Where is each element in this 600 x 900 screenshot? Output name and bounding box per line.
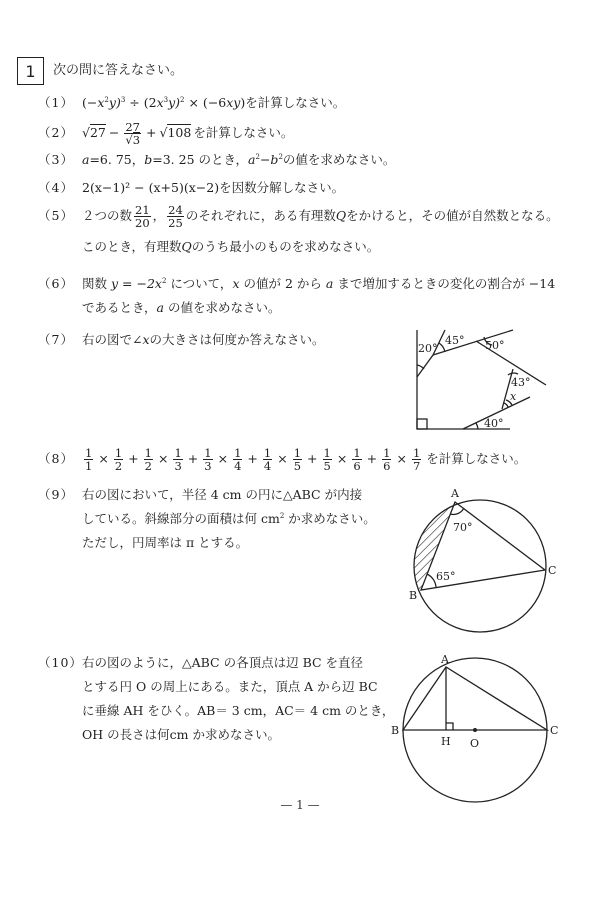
- operator: ×: [336, 451, 348, 467]
- fraction: [233, 447, 242, 472]
- angle-label: 45°: [445, 334, 465, 347]
- function: y = −2x: [111, 276, 162, 291]
- problem-text: このとき，有理数: [82, 239, 182, 254]
- problem-text: まで増加するときの変化の割合が −14: [337, 276, 556, 291]
- angle-arc-b: [427, 574, 436, 587]
- expr-part: =3. 25 のとき，: [152, 152, 249, 167]
- radicand: 3: [132, 133, 141, 148]
- expr-part: × (−6: [184, 95, 227, 110]
- section-number-box: 1: [17, 57, 44, 85]
- expr-part: 2: [104, 96, 109, 104]
- operator: +: [307, 451, 318, 467]
- point-label-c: C: [548, 564, 557, 577]
- angle-label: 70°: [453, 521, 473, 534]
- problem-text: のそれぞれに，ある有理数: [185, 208, 336, 224]
- expr-part: b: [270, 152, 279, 167]
- expr-part: ÷ (2: [125, 95, 157, 110]
- angle-label: 65°: [436, 570, 456, 583]
- problem-label: （3）: [38, 152, 74, 167]
- problem-label: （4）: [38, 180, 74, 195]
- problem-text: 右の図のように，△ABC の各頂点は辺 BC を直径: [82, 655, 364, 670]
- sqrt-108: √108: [159, 125, 192, 141]
- denominator: 3: [204, 459, 212, 474]
- denominator: 1: [85, 459, 93, 474]
- variable: Q: [181, 239, 192, 254]
- numerator: 1: [234, 446, 242, 460]
- fraction: [124, 121, 141, 146]
- sqrt-27: √27: [82, 125, 106, 141]
- fraction: [323, 447, 332, 472]
- problem-label: （10）: [38, 655, 83, 670]
- expr-part: y): [108, 95, 121, 110]
- angle-arc: [417, 365, 424, 369]
- numerator: 1: [114, 446, 123, 460]
- expr-part: ): [240, 95, 246, 110]
- problem-label: （6）: [38, 276, 74, 291]
- fraction: [352, 447, 361, 472]
- denominator: 5: [293, 459, 302, 474]
- plus-sign: +: [146, 125, 157, 141]
- problem-5: [38, 204, 559, 229]
- denominator: 5: [323, 459, 331, 474]
- angle-arc: [508, 373, 518, 375]
- problem-9-line3: ただし，円周率は π とする。: [82, 535, 249, 550]
- denominator: √3: [125, 133, 141, 148]
- problem-text: か求めなさい。: [284, 511, 376, 526]
- numerator: 1: [144, 446, 152, 460]
- variable: x: [142, 332, 150, 347]
- problem-label: （2）: [38, 125, 74, 141]
- numerator: 1: [383, 446, 391, 460]
- angle-label: 43°: [511, 376, 531, 389]
- point-label-b: B: [391, 724, 400, 737]
- denominator: 4: [234, 459, 242, 474]
- fraction: [134, 204, 151, 229]
- problem-4: [38, 182, 344, 195]
- expr-part: x: [97, 95, 105, 110]
- problem-10-line3: に垂線 AH をひく。AB＝ 3 cm，AC＝ 4 cm のとき，: [82, 703, 395, 718]
- point-label-a: A: [441, 653, 449, 666]
- fraction: [144, 447, 153, 472]
- problem-7: [38, 334, 325, 347]
- problem-5-line2: [82, 241, 379, 254]
- numerator: 1: [204, 446, 212, 460]
- problem-text: について，: [170, 276, 233, 291]
- expr-part: a: [82, 152, 90, 167]
- exponent: 2: [279, 512, 285, 520]
- numerator: 1: [174, 446, 182, 460]
- problem-text: の大きさは何度か答えなさい。: [149, 332, 325, 347]
- problem-text: を計算しなさい。: [426, 451, 527, 467]
- fraction: [412, 447, 421, 472]
- fraction: [167, 204, 184, 229]
- operator: ×: [98, 451, 109, 467]
- problem-10: [38, 657, 363, 670]
- numerator: 27: [125, 120, 140, 134]
- fraction: [293, 447, 302, 472]
- problem-10-line2: とする円 O の周上にある。また，頂点 A から辺 BC: [82, 679, 378, 694]
- problem-text: 右の図において，半径 4 cm の円に△ABC が内接: [82, 487, 363, 502]
- problem-9-line2: [82, 513, 376, 526]
- problem-2: [38, 121, 293, 146]
- expr-part: x: [156, 95, 164, 110]
- problem-label: （8）: [38, 451, 74, 467]
- expr-part: xy: [226, 95, 241, 110]
- expr-part: y): [168, 95, 181, 110]
- figure-10: [385, 645, 575, 805]
- angle-arc: [476, 423, 478, 429]
- expr-part: 2: [278, 153, 283, 161]
- denominator: 3: [174, 459, 182, 474]
- expr-part: 3: [120, 96, 126, 104]
- right-angle-mark: [417, 419, 427, 429]
- numerator: 1: [85, 446, 93, 460]
- numerator: 1: [412, 446, 421, 460]
- operator: +: [247, 451, 258, 467]
- point-label-o: O: [470, 737, 480, 750]
- page-number: — 1 —: [280, 798, 320, 812]
- variable: a: [325, 276, 334, 291]
- radicand: 27: [89, 125, 106, 141]
- problem-text: 右の図で∠: [82, 332, 143, 347]
- expression: 2(x−1)² − (x+5)(x−2): [82, 180, 220, 195]
- problem-text: を計算しなさい。: [193, 125, 294, 141]
- problem-10-line4: OH の長さは何cm か求めなさい。: [82, 727, 280, 742]
- denominator: 6: [353, 459, 361, 474]
- problem-text: ２つの数: [82, 208, 133, 224]
- angle-arc: [504, 403, 508, 407]
- angle-label: x: [510, 390, 517, 403]
- numerator: 1: [293, 446, 302, 460]
- problem-6-line2: [82, 302, 280, 315]
- problem-text: をかけると，その値が自然数となる。: [346, 208, 559, 224]
- expr-part: 2: [180, 96, 185, 104]
- numerator: 1: [353, 446, 361, 460]
- problem-8: [38, 447, 526, 472]
- numerator: 24: [168, 203, 183, 217]
- problem-9: [38, 489, 362, 502]
- right-angle-mark: [446, 723, 453, 730]
- operator: +: [128, 451, 139, 467]
- angle-label: 50°: [485, 339, 505, 352]
- problem-text: のうち最小のものを求めなさい。: [191, 239, 380, 254]
- problem-1: [38, 97, 345, 110]
- problem-label: （1）: [38, 95, 74, 110]
- fraction: [84, 447, 93, 472]
- denominator: 4: [263, 459, 272, 474]
- denominator: 2: [114, 459, 123, 474]
- expr-part: b: [144, 152, 153, 167]
- figure-9: [400, 480, 580, 640]
- minus-sign: −: [108, 125, 120, 141]
- expr-part: (−: [82, 95, 98, 110]
- exponent: 2: [161, 277, 167, 285]
- operator: ×: [277, 451, 288, 467]
- problem-label: （9）: [38, 487, 74, 502]
- expr-part: =6. 75，: [89, 152, 145, 167]
- angle-label: 40°: [484, 417, 504, 430]
- point-label-b: B: [409, 589, 418, 602]
- comma: ，: [152, 208, 166, 224]
- denominator: 20: [135, 216, 150, 231]
- triangle-abc: [403, 667, 547, 730]
- problem-text: の値を求めなさい。: [282, 152, 396, 167]
- fraction: [263, 447, 272, 472]
- problem-text: であるとき，: [82, 300, 157, 315]
- fraction: [114, 447, 123, 472]
- angle-label: 20°: [418, 342, 438, 355]
- sum-expression: [82, 447, 423, 472]
- center-point-o: [473, 728, 477, 732]
- problem-text: している。斜線部分の面積は何 cm: [82, 511, 280, 526]
- operator: +: [187, 451, 199, 467]
- fraction: [173, 447, 182, 472]
- point-label-a: A: [451, 487, 459, 500]
- problem-text: を計算しなさい。: [245, 95, 346, 110]
- denominator: 25: [168, 216, 183, 231]
- problem-6: [38, 278, 555, 291]
- expr-part: 3: [163, 96, 169, 104]
- problem-text: の値を求めなさい。: [167, 300, 281, 315]
- variable: Q: [335, 208, 347, 224]
- denominator: 7: [412, 459, 421, 474]
- point-label-h: H: [441, 735, 451, 748]
- numerator: 21: [135, 203, 150, 217]
- expr-part: −: [259, 152, 271, 167]
- operator: ×: [396, 451, 407, 467]
- variable: a: [156, 300, 164, 315]
- operator: +: [366, 451, 378, 467]
- expr-part: a: [248, 152, 256, 167]
- problem-text: を因数分解しなさい。: [219, 180, 345, 195]
- fraction: [203, 447, 212, 472]
- expr-part: 2: [255, 153, 260, 161]
- point-label-c: C: [550, 724, 559, 737]
- radicand: 108: [167, 125, 192, 141]
- problem-label: （7）: [38, 332, 74, 347]
- numerator: 1: [323, 446, 331, 460]
- problem-text: の値が 2 から: [243, 276, 322, 291]
- numerator: 1: [263, 446, 272, 460]
- section-instruction: 次の問に答えなさい。: [53, 63, 184, 78]
- operator: ×: [217, 451, 229, 467]
- problem-text: 関数: [82, 276, 108, 291]
- problem-label: （5）: [38, 208, 74, 224]
- figure-7: [400, 325, 560, 435]
- variable: x: [232, 276, 240, 291]
- operator: ×: [157, 451, 169, 467]
- problem-3: [38, 154, 395, 167]
- denominator: 2: [144, 459, 152, 474]
- fraction: [382, 447, 391, 472]
- denominator: 6: [383, 459, 391, 474]
